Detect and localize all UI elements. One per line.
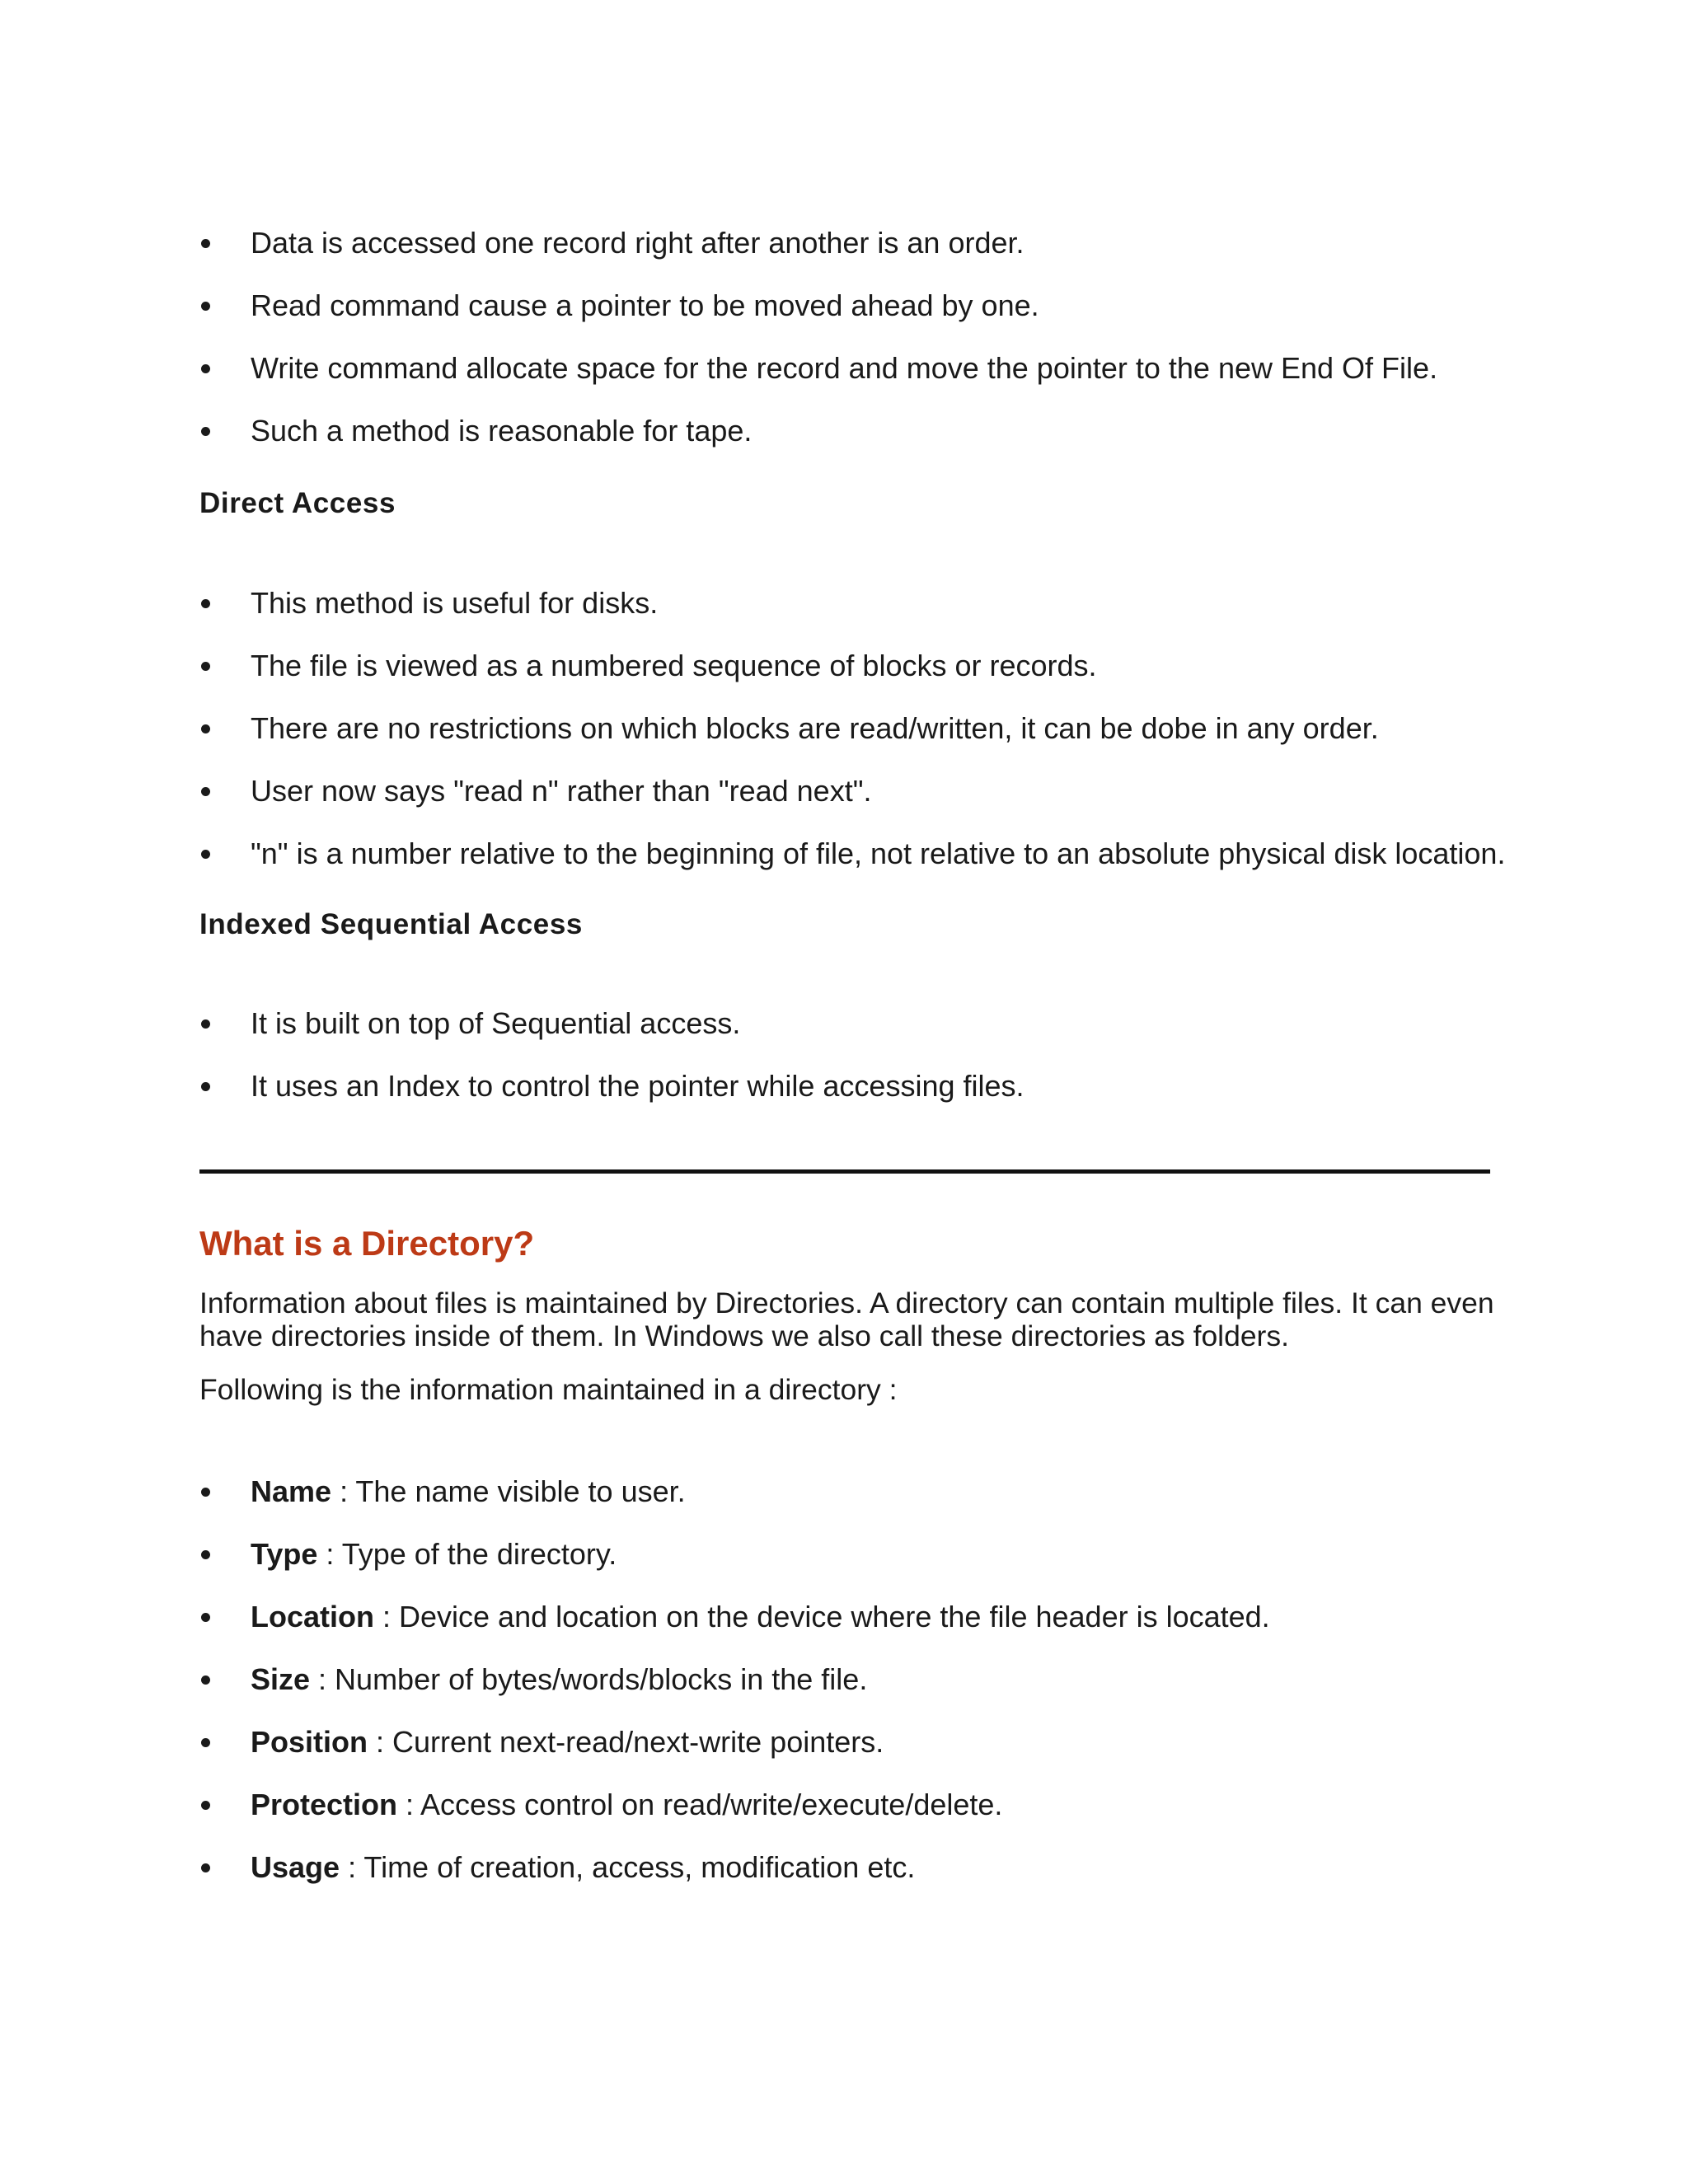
list-item [198, 711, 1517, 746]
bullet-icon [201, 1613, 210, 1622]
list-item [198, 414, 1517, 448]
bullet-icon [201, 239, 210, 248]
directory-info-list [198, 1474, 1517, 1885]
list-item [198, 1006, 1517, 1041]
list-item [198, 649, 1517, 683]
term-type: Type [251, 1537, 318, 1571]
term-usage: Usage [251, 1850, 340, 1884]
bullet-icon [201, 302, 210, 311]
term-location: Location [251, 1600, 374, 1633]
list-item [198, 586, 1517, 621]
term-description: : Access control on read/write/execute/delete. [397, 1788, 1003, 1821]
list-item [198, 226, 1517, 260]
bullet-icon [201, 1863, 210, 1872]
term-name: Name [251, 1474, 332, 1508]
directory-intro-paragraph: Information about files is maintained by Directories. A directory can contain multiple files. It can even have directories inside of them. In Windows we also call these directories as folders. [199, 1286, 1494, 1352]
bullet-icon [201, 1082, 210, 1091]
list-item-text: User now says "read n" rather than "read next". [251, 774, 872, 808]
term-protection: Protection [251, 1788, 398, 1821]
term-description: : Current next-read/next-write pointers. [368, 1725, 884, 1759]
bullet-icon [201, 1675, 210, 1685]
direct-access-heading: Direct Access [199, 487, 396, 519]
list-item-text: Write command allocate space for the record and move the pointer to the new End Of File. [251, 351, 1438, 385]
bullet-icon [201, 364, 210, 373]
bullet-icon [201, 1488, 210, 1497]
list-item-text: It is built on top of Sequential access. [251, 1006, 741, 1040]
list-item [198, 1788, 1517, 1822]
list-item [198, 1069, 1517, 1104]
bullet-icon [201, 1550, 210, 1559]
list-item [198, 1725, 1517, 1760]
list-item-text: Such a method is reasonable for tape. [251, 414, 753, 448]
bullet-icon [201, 850, 210, 859]
list-item-text: Read command cause a pointer to be moved ahead by one. [251, 288, 1039, 322]
directory-section-title: What is a Directory? [199, 1224, 535, 1263]
indexed-access-list [198, 1006, 1517, 1104]
term-description: : Number of bytes/words/blocks in the file. [310, 1662, 868, 1696]
list-item-text: The file is viewed as a numbered sequence of blocks or records. [251, 649, 1097, 682]
list-item [198, 288, 1517, 323]
term-description: : The name visible to user. [331, 1474, 686, 1508]
bullet-icon [201, 1801, 210, 1810]
list-item [198, 351, 1517, 386]
list-item-text: "n" is a number relative to the beginning of file, not relative to an absolute physical disk location. [251, 837, 1506, 870]
direct-access-list [198, 586, 1517, 871]
list-item [198, 1662, 1517, 1697]
list-item-text: Data is accessed one record right after another is an order. [251, 226, 1025, 260]
section-divider [199, 1169, 1490, 1174]
list-item-text: It uses an Index to control the pointer while accessing files. [251, 1069, 1025, 1103]
term-description: : Type of the directory. [317, 1537, 617, 1571]
term-description: : Time of creation, access, modification etc. [340, 1850, 916, 1884]
bullet-icon [201, 1019, 210, 1029]
list-item-text: This method is useful for disks. [251, 586, 659, 620]
list-item [198, 1600, 1517, 1634]
bullet-icon [201, 599, 210, 608]
list-item [198, 1537, 1517, 1572]
indexed-access-heading: Indexed Sequential Access [199, 908, 583, 940]
directory-following-text: Following is the information maintained in a directory : [199, 1373, 898, 1406]
sequential-access-list [198, 226, 1517, 448]
bullet-icon [201, 1738, 210, 1747]
list-item-text: There are no restrictions on which blocks are read/written, it can be dobe in any order. [251, 711, 1379, 745]
bullet-icon [201, 724, 210, 733]
term-size: Size [251, 1662, 311, 1696]
list-item [198, 774, 1517, 808]
list-item [198, 837, 1517, 871]
bullet-icon [201, 662, 210, 671]
list-item [198, 1850, 1517, 1885]
term-position: Position [251, 1725, 368, 1759]
list-item [198, 1474, 1517, 1509]
term-description: : Device and location on the device where the file header is located. [374, 1600, 1270, 1633]
bullet-icon [201, 427, 210, 436]
bullet-icon [201, 787, 210, 796]
